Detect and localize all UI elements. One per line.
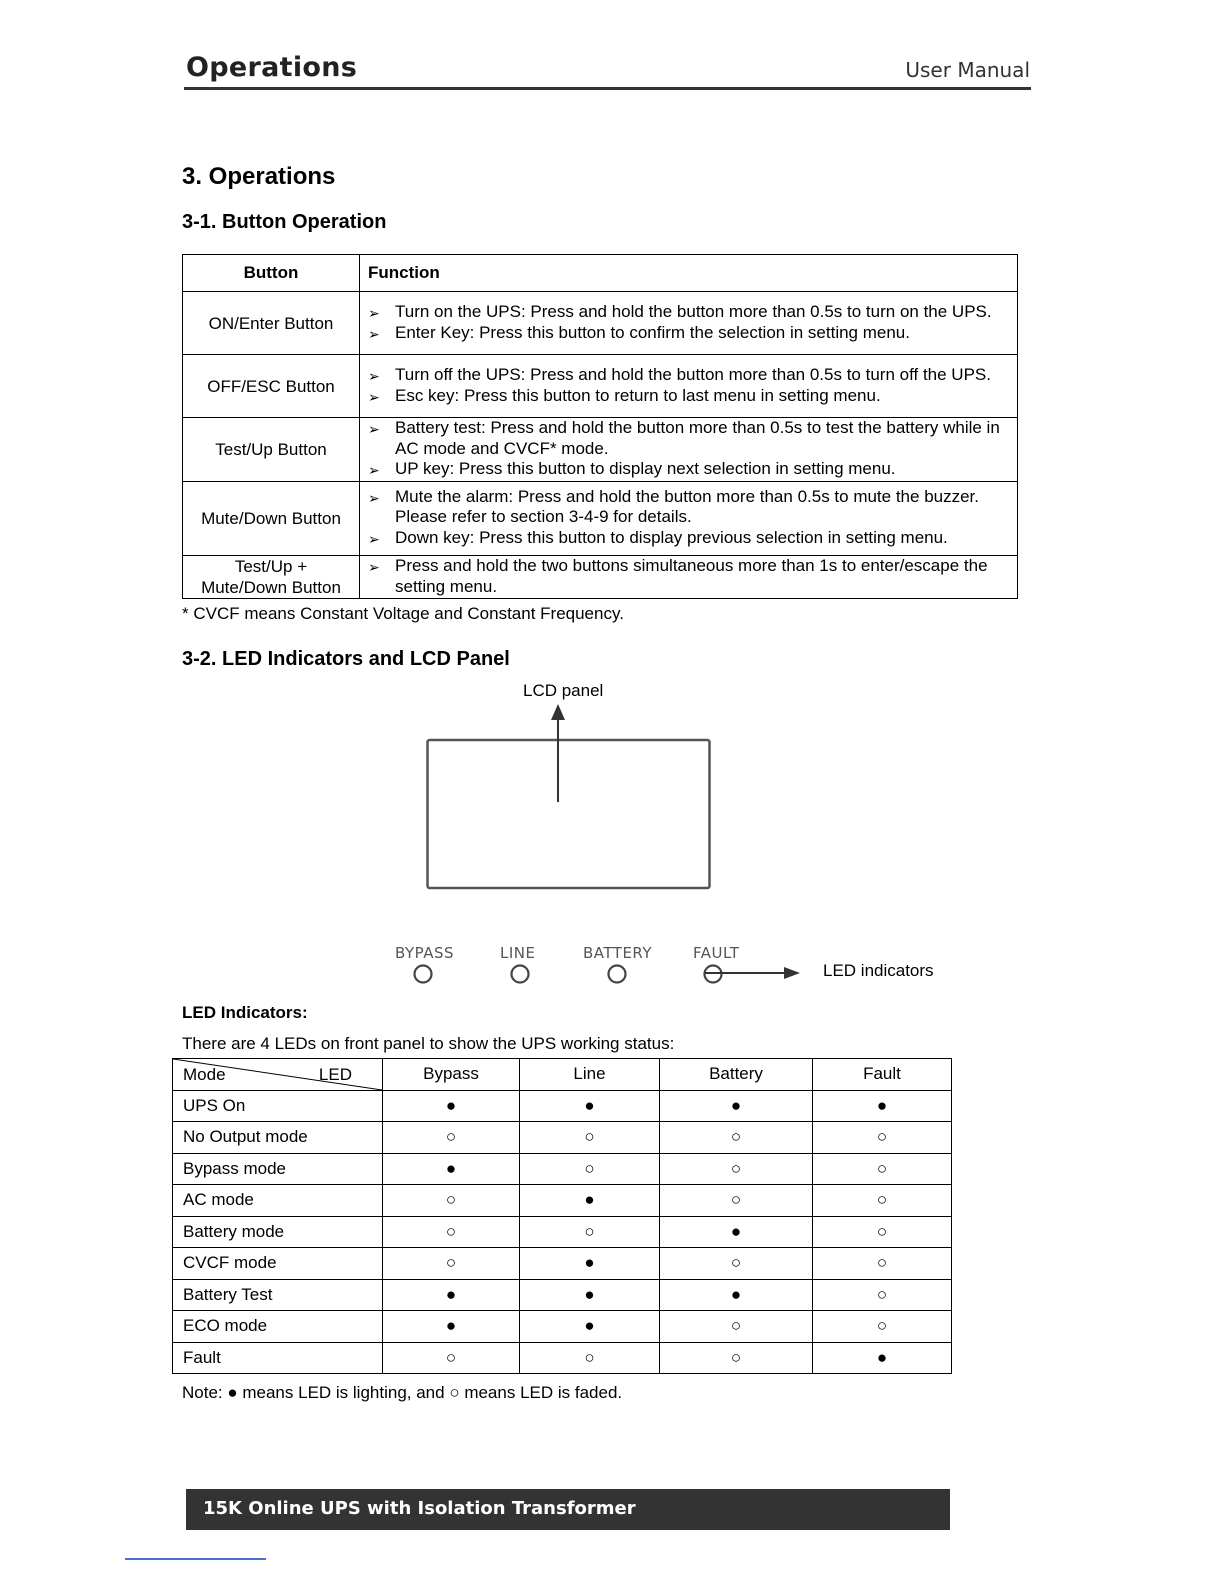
mode-cell: UPS On xyxy=(173,1090,383,1122)
mode-cell: CVCF mode xyxy=(173,1248,383,1280)
button-function xyxy=(360,481,1018,555)
led-state-cell: ● xyxy=(813,1342,952,1374)
button-table xyxy=(182,254,1018,599)
table-row xyxy=(183,555,1018,598)
table-row xyxy=(183,292,1018,355)
button-function xyxy=(360,418,1018,482)
led-label-battery: BATTERY xyxy=(583,944,653,962)
button-section-heading: 3-1. Button Operation xyxy=(182,211,387,233)
button-name: OFF/ESC Button xyxy=(183,355,360,418)
led-indicators-diagram xyxy=(400,958,810,992)
led-state-cell: ○ xyxy=(813,1311,952,1343)
arrow-bullet-icon: ➢ xyxy=(368,530,380,547)
led-line-icon xyxy=(512,966,529,983)
led-state-cell: ○ xyxy=(520,1122,660,1154)
led-state-cell: ○ xyxy=(383,1248,520,1280)
led-state-cell: ○ xyxy=(660,1248,813,1280)
mode-cell: Bypass mode xyxy=(173,1153,383,1185)
mode-cell: Fault xyxy=(173,1342,383,1374)
led-note xyxy=(182,1383,622,1403)
led-state-cell: ● xyxy=(660,1216,813,1248)
mode-led-corner-cell xyxy=(173,1059,383,1091)
led-state-cell: ● xyxy=(660,1279,813,1311)
table-row xyxy=(173,1248,952,1280)
led-state-cell: ● xyxy=(520,1311,660,1343)
col-header-battery: Battery xyxy=(660,1059,813,1091)
col-function-header: Function xyxy=(360,255,1018,292)
led-state-cell: ○ xyxy=(660,1342,813,1374)
led-state-cell: ○ xyxy=(813,1185,952,1217)
led-state-cell: ● xyxy=(383,1311,520,1343)
led-state-cell: ● xyxy=(383,1153,520,1185)
led-status-table xyxy=(172,1058,952,1374)
led-label-bypass: BYPASS xyxy=(395,944,455,962)
col-header-bypass: Bypass xyxy=(383,1059,520,1091)
arrow-bullet-icon: ➢ xyxy=(368,489,380,506)
mode-cell: Battery mode xyxy=(173,1216,383,1248)
arrow-bullet-icon: ➢ xyxy=(368,367,380,384)
note-prefix: Note: xyxy=(182,1383,228,1402)
arrow-bullet-icon: ➢ xyxy=(368,304,380,321)
button-name xyxy=(183,555,360,598)
led-table-header xyxy=(173,1059,952,1091)
led-state-cell: ● xyxy=(660,1090,813,1122)
lcd-panel-diagram xyxy=(420,700,720,895)
col-header-fault: Fault xyxy=(813,1059,952,1091)
function-item: Press and hold the two buttons simultaneous more than 1s to enter/escape the setting menu. xyxy=(395,556,988,596)
arrow-bullet-icon: ➢ xyxy=(368,462,380,478)
led-state-cell: ● xyxy=(383,1279,520,1311)
button-name-line: Test/Up + xyxy=(234,556,308,576)
arrow-bullet-icon: ➢ xyxy=(368,559,380,575)
function-item: Enter Key: Press this button to confirm the selection in setting menu. xyxy=(395,323,910,342)
led-state-cell: ○ xyxy=(813,1122,952,1154)
table-row xyxy=(173,1279,952,1311)
mode-cell: AC mode xyxy=(173,1185,383,1217)
lcd-panel-rect xyxy=(428,740,710,888)
table-row xyxy=(183,355,1018,418)
button-function xyxy=(360,355,1018,418)
footer-title: 15K Online UPS with Isolation Transformer xyxy=(203,1498,636,1519)
led-state-cell: ● xyxy=(520,1090,660,1122)
led-off-symbol: ○ xyxy=(449,1383,460,1402)
table-row xyxy=(173,1153,952,1185)
led-state-cell: ● xyxy=(813,1090,952,1122)
function-item: Turn on the UPS: Press and hold the button more than 0.5s to turn on the UPS. xyxy=(395,301,992,321)
led-state-cell: ○ xyxy=(520,1216,660,1248)
bottom-link-underline xyxy=(125,1558,266,1560)
page-title: 3. Operations xyxy=(182,163,336,190)
corner-led-label: LED xyxy=(318,1065,352,1084)
led-state-cell: ● xyxy=(383,1090,520,1122)
button-name: ON/Enter Button xyxy=(183,292,360,355)
corner-mode-label: Mode xyxy=(183,1065,226,1084)
led-state-cell: ○ xyxy=(520,1342,660,1374)
led-on-symbol: ● xyxy=(227,1383,238,1402)
led-state-cell: ○ xyxy=(813,1279,952,1311)
led-state-cell: ○ xyxy=(813,1153,952,1185)
led-indicators-subheading: LED Indicators: xyxy=(182,1003,308,1022)
arrow-bullet-icon: ➢ xyxy=(368,389,380,405)
led-state-cell: ○ xyxy=(383,1216,520,1248)
led-state-cell: ○ xyxy=(660,1122,813,1154)
cvcf-footnote: * CVCF means Constant Voltage and Constant Frequency. xyxy=(182,604,624,623)
led-state-cell: ● xyxy=(520,1279,660,1311)
table-row xyxy=(173,1342,952,1374)
function-item: Battery test: Press and hold the button more than 0.5s to test the battery while in AC mode and CVCF* mode. xyxy=(395,418,1000,458)
function-item: UP key: Press this button to display next selection in setting menu. xyxy=(395,459,896,478)
led-label-line: LINE xyxy=(500,944,536,962)
function-item: Down key: Press this button to display previous selection in setting menu. xyxy=(395,527,948,547)
table-row xyxy=(173,1090,952,1122)
led-state-cell: ○ xyxy=(383,1342,520,1374)
button-function xyxy=(360,555,1018,598)
lcd-panel-label: LCD panel xyxy=(523,681,604,700)
button-name: Mute/Down Button xyxy=(183,481,360,555)
col-header-line: Line xyxy=(520,1059,660,1091)
led-state-cell: ● xyxy=(520,1185,660,1217)
function-item: Mute the alarm: Press and hold the button more than 0.5s to mute the buzzer. Please refer to section 3-4-9 for details. xyxy=(395,486,980,527)
header-manual-label: User Manual xyxy=(905,58,1030,82)
table-row xyxy=(183,418,1018,482)
led-section-heading: 3-2. LED Indicators and LCD Panel xyxy=(182,648,510,670)
table-row xyxy=(173,1185,952,1217)
led-pointer-arrowhead xyxy=(784,967,800,979)
col-button-header: Button xyxy=(183,255,360,292)
note-mid: means LED is lighting, and xyxy=(237,1383,450,1402)
led-state-cell: ● xyxy=(520,1248,660,1280)
button-function xyxy=(360,292,1018,355)
header-divider xyxy=(184,87,1031,90)
led-state-cell: ○ xyxy=(813,1248,952,1280)
note-suffix: means LED is faded. xyxy=(459,1383,623,1402)
led-bypass-icon xyxy=(415,966,432,983)
led-state-cell: ○ xyxy=(383,1185,520,1217)
function-item: Esc key: Press this button to return to last menu in setting menu. xyxy=(395,386,881,405)
mode-cell: No Output mode xyxy=(173,1122,383,1154)
mode-cell: ECO mode xyxy=(173,1311,383,1343)
table-row xyxy=(173,1216,952,1248)
button-name: Test/Up Button xyxy=(183,418,360,482)
table-row xyxy=(183,481,1018,555)
function-item: Turn off the UPS: Press and hold the button more than 0.5s to turn off the UPS. xyxy=(395,364,991,384)
header-section-title: Operations xyxy=(186,52,358,83)
button-name-line: Mute/Down Button xyxy=(201,577,341,597)
led-state-cell: ○ xyxy=(660,1185,813,1217)
led-state-cell: ○ xyxy=(813,1216,952,1248)
led-battery-icon xyxy=(609,966,626,983)
arrow-bullet-icon: ➢ xyxy=(368,326,380,342)
led-indicators-label: LED indicators xyxy=(823,961,934,980)
mode-cell: Battery Test xyxy=(173,1279,383,1311)
led-state-cell: ○ xyxy=(660,1153,813,1185)
lcd-pointer-arrowhead xyxy=(551,704,565,720)
table-row xyxy=(173,1311,952,1343)
button-table-header xyxy=(183,255,1018,292)
led-state-cell: ○ xyxy=(520,1153,660,1185)
table-row xyxy=(173,1122,952,1154)
led-intro-text: There are 4 LEDs on front panel to show the UPS working status: xyxy=(182,1034,675,1053)
led-label-fault: FAULT xyxy=(693,944,740,962)
led-state-cell: ○ xyxy=(660,1311,813,1343)
led-state-cell: ○ xyxy=(383,1122,520,1154)
arrow-bullet-icon: ➢ xyxy=(368,421,380,437)
